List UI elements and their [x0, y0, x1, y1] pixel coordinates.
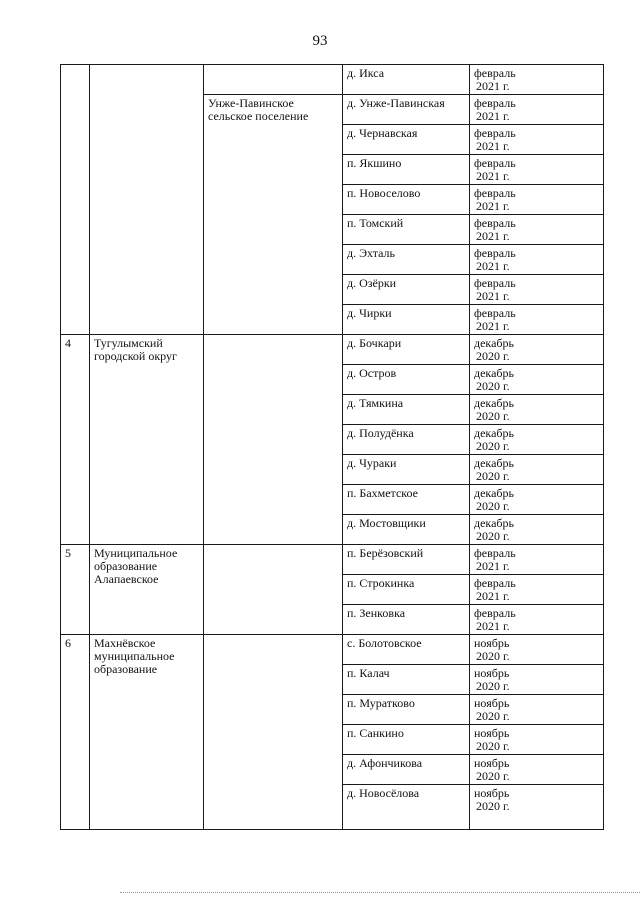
month-text: декабрь [474, 486, 514, 500]
place-cell: п. Строкинка [343, 575, 470, 605]
year-text: 2021 г. [476, 289, 510, 303]
place-cell: д. Бочкари [343, 335, 470, 365]
date-cell [470, 725, 604, 755]
settlement-cell: Унже-Павинское сельское поселение [204, 95, 343, 335]
document-table-wrap [60, 64, 604, 830]
month-text: ноябрь [474, 636, 510, 650]
place-cell: п. Берёзовский [343, 545, 470, 575]
year-text: 2021 г. [476, 109, 510, 123]
date-cell [470, 245, 604, 275]
year-text: 2020 г. [476, 439, 510, 453]
month-text: февраль [474, 606, 516, 620]
place-cell: п. Новоселово [343, 185, 470, 215]
settlement-cell [204, 65, 343, 95]
year-text: 2020 г. [476, 469, 510, 483]
month-text: февраль [474, 216, 516, 230]
month-text: февраль [474, 246, 516, 260]
date-cell [470, 65, 604, 95]
settlement-cell [204, 635, 343, 830]
month-text: декабрь [474, 396, 514, 410]
place-cell: д. Мостовщики [343, 515, 470, 545]
year-text: 2020 г. [476, 739, 510, 753]
municipality-cell: Махнёвское муниципальное образование [90, 635, 204, 830]
place-cell: д. Полудёнка [343, 425, 470, 455]
date-cell [470, 365, 604, 395]
year-text: 2020 г. [476, 409, 510, 423]
row-number-cell [61, 65, 90, 335]
date-cell [470, 155, 604, 185]
date-cell [470, 545, 604, 575]
year-text: 2021 г. [476, 619, 510, 633]
table-row [61, 545, 604, 575]
place-cell: с. Болотовское [343, 635, 470, 665]
date-cell [470, 125, 604, 155]
place-cell: п. Томский [343, 215, 470, 245]
year-text: 2020 г. [476, 709, 510, 723]
date-cell [470, 185, 604, 215]
year-text: 2021 г. [476, 319, 510, 333]
year-text: 2020 г. [476, 649, 510, 663]
place-cell: п. Калач [343, 665, 470, 695]
table-row [61, 635, 604, 665]
year-text: 2021 г. [476, 559, 510, 573]
date-cell [470, 275, 604, 305]
municipality-cell: Муниципальное образование Алапаевское [90, 545, 204, 635]
month-text: декабрь [474, 516, 514, 530]
year-text: 2020 г. [476, 529, 510, 543]
month-text: декабрь [474, 426, 514, 440]
year-text: 2020 г. [476, 799, 510, 813]
date-cell [470, 395, 604, 425]
place-cell: п. Якшино [343, 155, 470, 185]
year-text: 2021 г. [476, 169, 510, 183]
year-text: 2021 г. [476, 229, 510, 243]
place-cell: п. Бахметское [343, 485, 470, 515]
date-cell [470, 605, 604, 635]
date-cell [470, 665, 604, 695]
month-text: февраль [474, 156, 516, 170]
municipality-cell: Тугулымский городской округ [90, 335, 204, 545]
date-cell [470, 485, 604, 515]
settlement-cell [204, 335, 343, 545]
settlements-schedule-table [60, 64, 604, 830]
date-cell [470, 305, 604, 335]
place-cell: д. Икса [343, 65, 470, 95]
date-cell [470, 785, 604, 830]
month-text: декабрь [474, 366, 514, 380]
date-cell [470, 635, 604, 665]
month-text: декабрь [474, 336, 514, 350]
year-text: 2020 г. [476, 679, 510, 693]
year-text: 2021 г. [476, 79, 510, 93]
place-cell: д. Унже-Павинская [343, 95, 470, 125]
year-text: 2021 г. [476, 139, 510, 153]
place-cell: д. Тямкина [343, 395, 470, 425]
row-number-cell: 4 [61, 335, 90, 545]
date-cell [470, 755, 604, 785]
place-cell: д. Афончикова [343, 755, 470, 785]
place-cell: п. Муратково [343, 695, 470, 725]
date-cell [470, 695, 604, 725]
year-text: 2020 г. [476, 379, 510, 393]
year-text: 2021 г. [476, 589, 510, 603]
date-cell [470, 95, 604, 125]
place-cell: д. Озёрки [343, 275, 470, 305]
year-text: 2021 г. [476, 199, 510, 213]
year-text: 2020 г. [476, 499, 510, 513]
month-text: февраль [474, 576, 516, 590]
month-text: февраль [474, 546, 516, 560]
place-cell: п. Зенковка [343, 605, 470, 635]
row-number-cell: 6 [61, 635, 90, 830]
scan-edge-divider [120, 892, 640, 893]
page-number: 93 [312, 33, 328, 49]
place-cell: д. Новосёлова [343, 785, 470, 830]
month-text: декабрь [474, 456, 514, 470]
month-text: ноябрь [474, 696, 510, 710]
date-cell [470, 575, 604, 605]
month-text: ноябрь [474, 756, 510, 770]
place-cell: д. Чураки [343, 455, 470, 485]
month-text: февраль [474, 66, 516, 80]
date-cell [470, 335, 604, 365]
year-text: 2021 г. [476, 259, 510, 273]
table-row [61, 65, 604, 95]
month-text: февраль [474, 96, 516, 110]
place-cell: д. Чирки [343, 305, 470, 335]
date-cell [470, 215, 604, 245]
row-number-cell: 5 [61, 545, 90, 635]
month-text: ноябрь [474, 786, 510, 800]
month-text: февраль [474, 186, 516, 200]
place-cell: п. Санкино [343, 725, 470, 755]
table-row [61, 335, 604, 365]
place-cell: д. Остров [343, 365, 470, 395]
date-cell [470, 455, 604, 485]
month-text: ноябрь [474, 666, 510, 680]
month-text: ноябрь [474, 726, 510, 740]
year-text: 2020 г. [476, 349, 510, 363]
municipality-cell [90, 65, 204, 335]
year-text: 2020 г. [476, 769, 510, 783]
settlement-cell [204, 545, 343, 635]
date-cell [470, 425, 604, 455]
date-cell [470, 515, 604, 545]
place-cell: д. Чернавская [343, 125, 470, 155]
month-text: февраль [474, 276, 516, 290]
place-cell: д. Эхталь [343, 245, 470, 275]
month-text: февраль [474, 126, 516, 140]
month-text: февраль [474, 306, 516, 320]
